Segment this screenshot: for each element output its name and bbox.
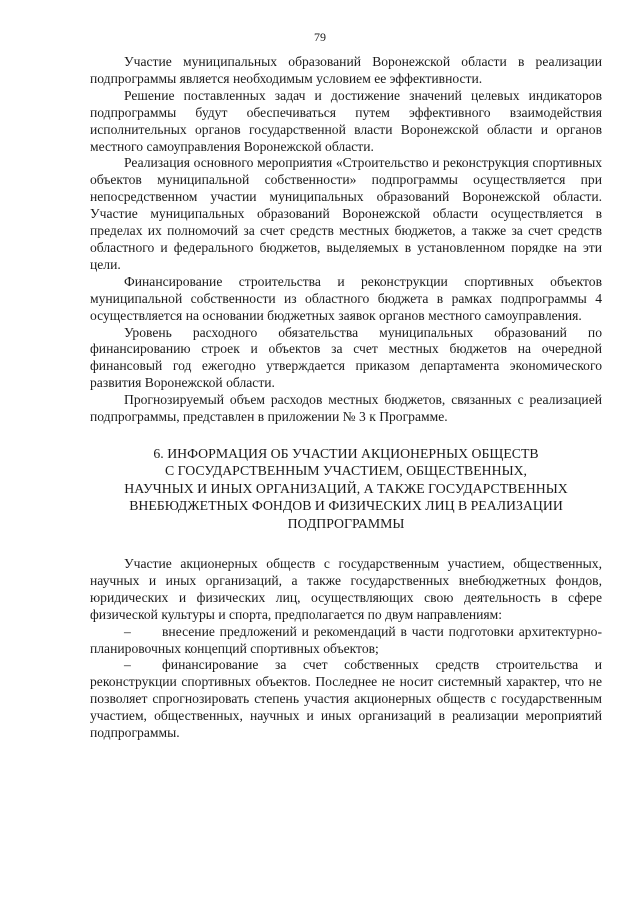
intro-paragraph: Участие акционерных обществ с государственным участием, общественных, научных и иных организаций, а также государственных внебюджетных фондов, юридических и физических лиц, осуществляющих свою деятельность в сфере физической культуры и спорта, предполагается по двум направлениям: (90, 555, 602, 622)
list-item (90, 624, 602, 658)
paragraph: Финансирование строительства и реконструкции спортивных объектов муниципальной собственности из областного бюджета в рамках подпрограммы 4 осуществляется на основании бюджетных заявок органов местного самоуправления. (90, 273, 602, 323)
document-body (90, 54, 602, 742)
list-dash: – (124, 623, 131, 639)
page-number: 79 (314, 30, 326, 44)
heading-line: ВНЕБЮДЖЕТНЫХ ФОНДОВ И ФИЗИЧЕСКИХ ЛИЦ В РЕАЛИЗАЦИИ (129, 498, 563, 514)
heading-line: ПОДПРОГРАММЫ (287, 515, 405, 531)
heading-line: С ГОСУДАРСТВЕННЫМ УЧАСТИЕМ, ОБЩЕСТВЕННЫХ, (164, 463, 528, 479)
heading-line: НАУЧНЫХ И ИНЫХ ОРГАНИЗАЦИЙ, А ТАКЖЕ ГОСУДАРСТВЕННЫХ (124, 480, 568, 496)
list-dash: – (124, 657, 131, 673)
list-item (90, 657, 602, 742)
heading-line: 6. ИНФОРМАЦИЯ ОБ УЧАСТИИ АКЦИОНЕРНЫХ ОБЩЕСТВ (153, 445, 539, 461)
paragraph: Участие муниципальных образований Воронежской области в реализации подпрограммы является необходимым условием ее эффективности. (90, 54, 602, 86)
paragraph: Уровень расходного обязательства муниципальных образований по финансированию строек и объектов за счет местных бюджетов на очередной финансовый год ежегодно утверждается приказом департамента экономического развития Воронежской области. (90, 324, 602, 391)
section-heading (90, 445, 602, 532)
list-item-text: финансирование за счет собственных средств строительства и реконструкции спортивных объектов. Последнее не носит системный характер, что не позволяет спрогнозировать степень участия акционерных обществ с государственным участием, общественных, научных и иных организаций в реализации мероприятий подпрограммы. (90, 657, 602, 741)
paragraph: Прогнозируемый объем расходов местных бюджетов, связанных с реализацией подпрограммы, представлен в приложении № 3 к Программе. (90, 392, 602, 425)
paragraph: Реализация основного мероприятия «Строительство и реконструкция спортивных объектов муниципальной собственности» подпрограммы осуществляется при непосредственном участии муниципальных образований Воронежской области. Участие муниципальных образований Воронежской области осуществляется в пределах их полномочий за счет средств местных бюджетов, а также за счет средств областного и федерального бюджетов, выделяемых в установленном порядке на эти цели. (90, 155, 602, 272)
list-item-text: внесение предложений и рекомендаций в части подготовки архитектурно-планировочных концепций спортивных объектов; (90, 623, 602, 656)
paragraph: Решение поставленных задач и достижение значений целевых индикаторов подпрограммы будут обеспечиваться путем эффективного взаимодействия исполнительных органов государственной власти Воронежской области и органов местного самоуправления Воронежской области. (90, 87, 602, 154)
